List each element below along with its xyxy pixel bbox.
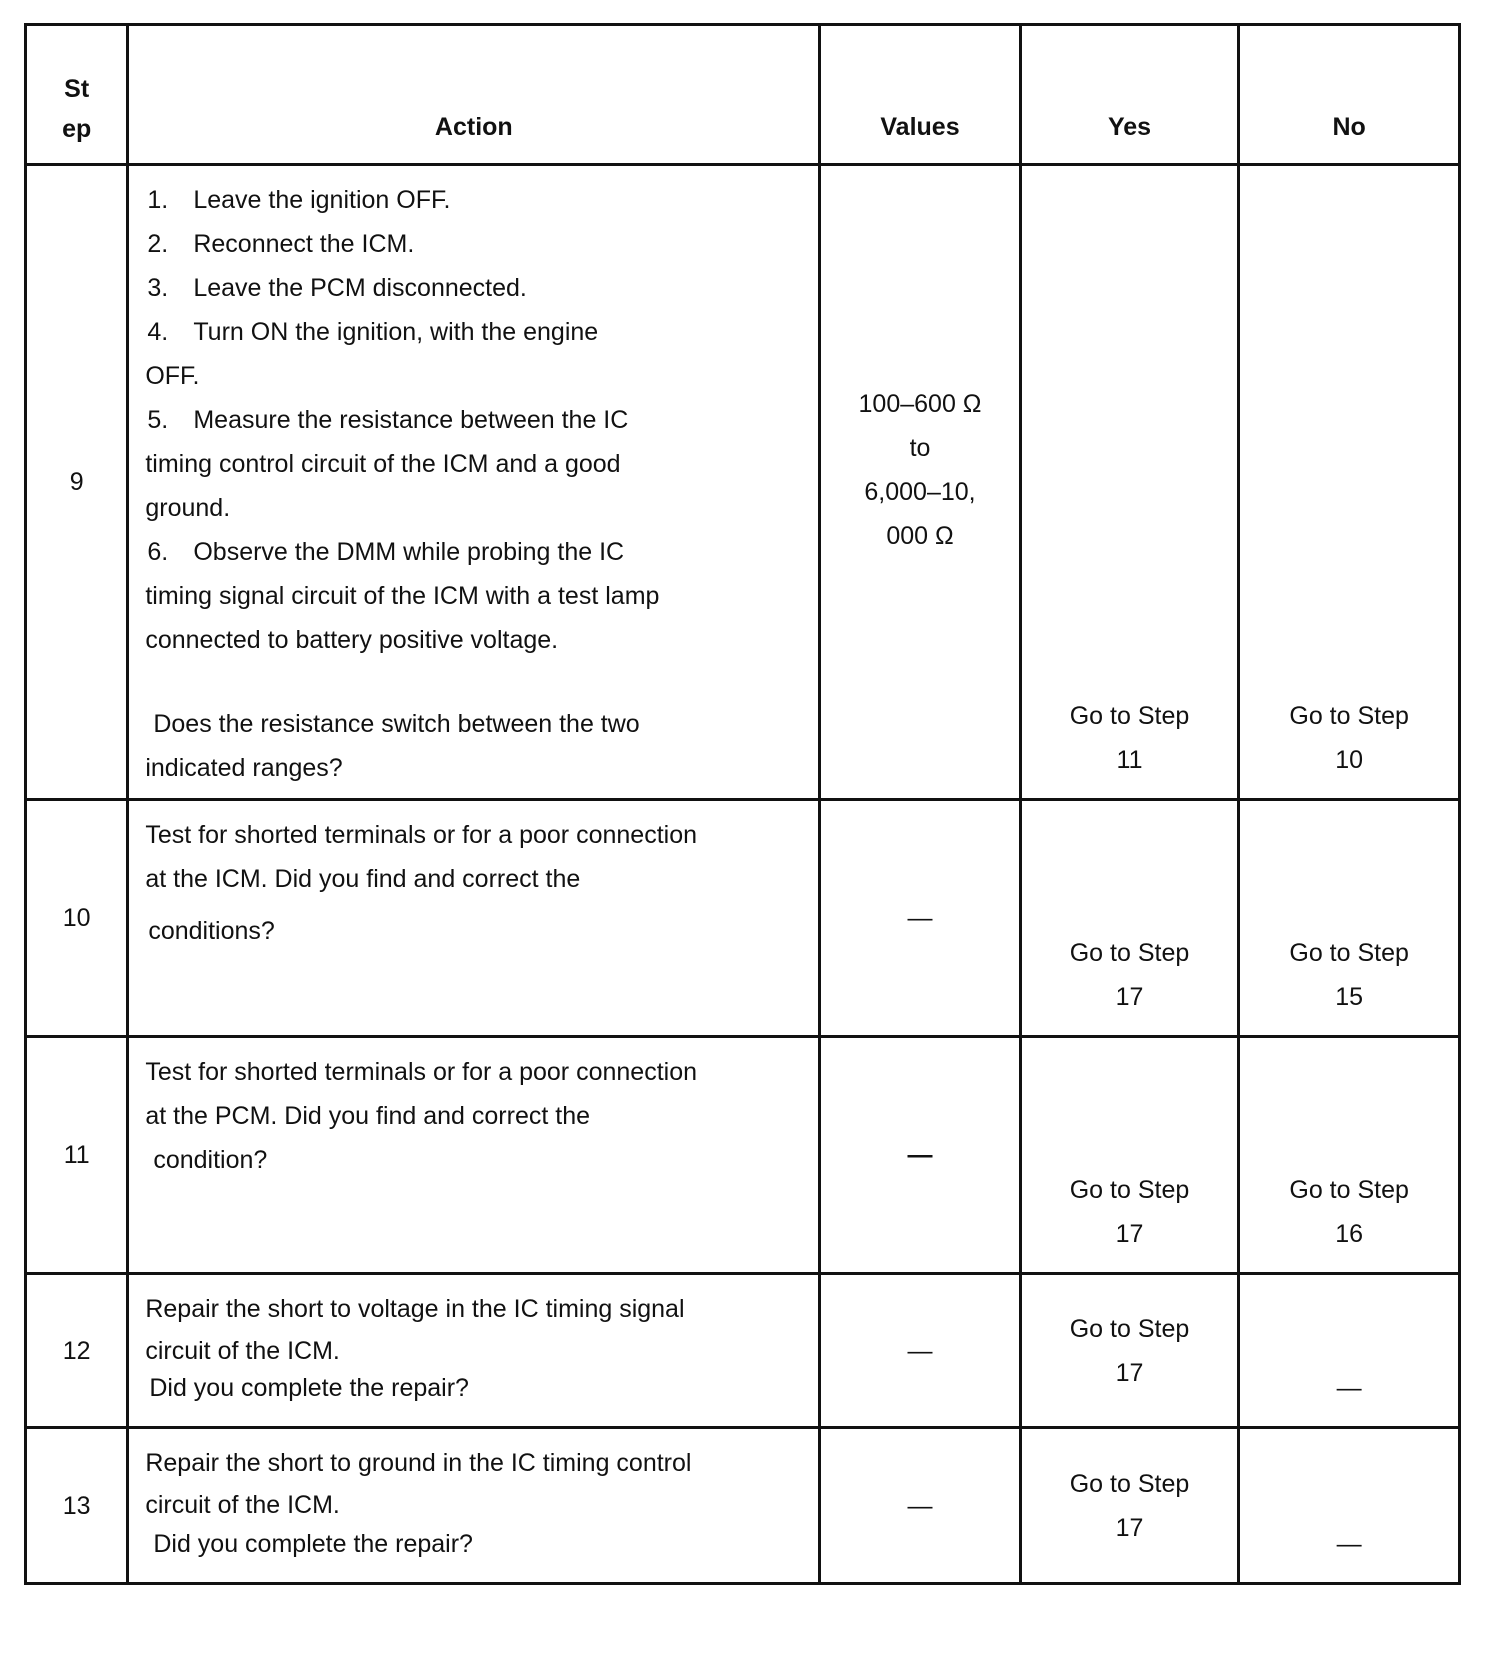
action-line: 4. Turn ON the ignition, with the engine: [147, 318, 599, 346]
action-cell: Test for shorted terminals or for a poor connection at the ICM. Did you find and correct the conditions?: [128, 800, 820, 1037]
action-cell: Repair the short to ground in the IC timing control circuit of the ICM. Did you complete the repair?: [128, 1428, 820, 1584]
step-number: 10: [26, 800, 128, 1037]
action-line: timing signal circuit of the ICM with a test lamp: [145, 582, 660, 610]
step-number: 11: [26, 1037, 128, 1274]
action-cell: Repair the short to voltage in the IC timing signal circuit of the ICM. Did you complete the repair?: [128, 1274, 820, 1428]
no-cell: —: [1239, 1274, 1460, 1428]
no-cell: Go to Step 10: [1239, 165, 1460, 800]
yes-cell: Go to Step 17: [1020, 1428, 1239, 1584]
step-number: 9: [26, 165, 128, 800]
header-row: [26, 25, 1460, 165]
step-number: 13: [26, 1428, 128, 1584]
values-cell: —: [820, 1428, 1020, 1584]
action-line: ground.: [145, 494, 231, 522]
header-action: Action: [128, 25, 820, 165]
action-line: 3. Leave the PCM disconnected.: [147, 274, 527, 302]
header-values: Values: [820, 25, 1020, 165]
action-line: 6. Observe the DMM while probing the IC: [147, 538, 625, 566]
header-no: No: [1239, 25, 1460, 165]
action-line: 2. Reconnect the ICM.: [147, 230, 415, 258]
values-cell: —: [820, 1037, 1020, 1274]
no-cell: —: [1239, 1428, 1460, 1584]
table-row-step-12: [26, 1274, 1460, 1428]
action-cell: Test for shorted terminals or for a poor connection at the PCM. Did you find and correct the condition?: [128, 1037, 820, 1274]
action-line: 5. Measure the resistance between the IC: [147, 406, 629, 434]
action-line: timing control circuit of the ICM and a good: [145, 450, 621, 478]
action-line: OFF.: [145, 362, 200, 390]
table-row-step-9: [26, 165, 1460, 800]
no-cell: Go to Step 16: [1239, 1037, 1460, 1274]
yes-cell: Go to Step 17: [1020, 1037, 1239, 1274]
table-row-step-13: [26, 1428, 1460, 1584]
step-number: 12: [26, 1274, 128, 1428]
table-row-step-11: [26, 1037, 1460, 1274]
action-question: indicated ranges?: [145, 754, 343, 782]
header-step: St ep: [26, 25, 128, 165]
no-cell: Go to Step 15: [1239, 800, 1460, 1037]
values-cell: 100–600 Ω to 6,000–10, 000 Ω: [820, 165, 1020, 800]
yes-cell: Go to Step 17: [1020, 1274, 1239, 1428]
yes-cell: Go to Step 17: [1020, 800, 1239, 1037]
yes-cell: Go to Step 11: [1020, 165, 1239, 800]
action-line: 1. Leave the ignition OFF.: [147, 186, 451, 214]
action-cell: [128, 165, 820, 800]
action-question: Does the resistance switch between the two: [153, 710, 640, 738]
values-cell: —: [820, 1274, 1020, 1428]
header-yes: Yes: [1020, 25, 1239, 165]
diagnostic-table: [24, 23, 1461, 1585]
action-line: connected to battery positive voltage.: [145, 626, 559, 654]
values-cell: —: [820, 800, 1020, 1037]
table-row-step-10: [26, 800, 1460, 1037]
